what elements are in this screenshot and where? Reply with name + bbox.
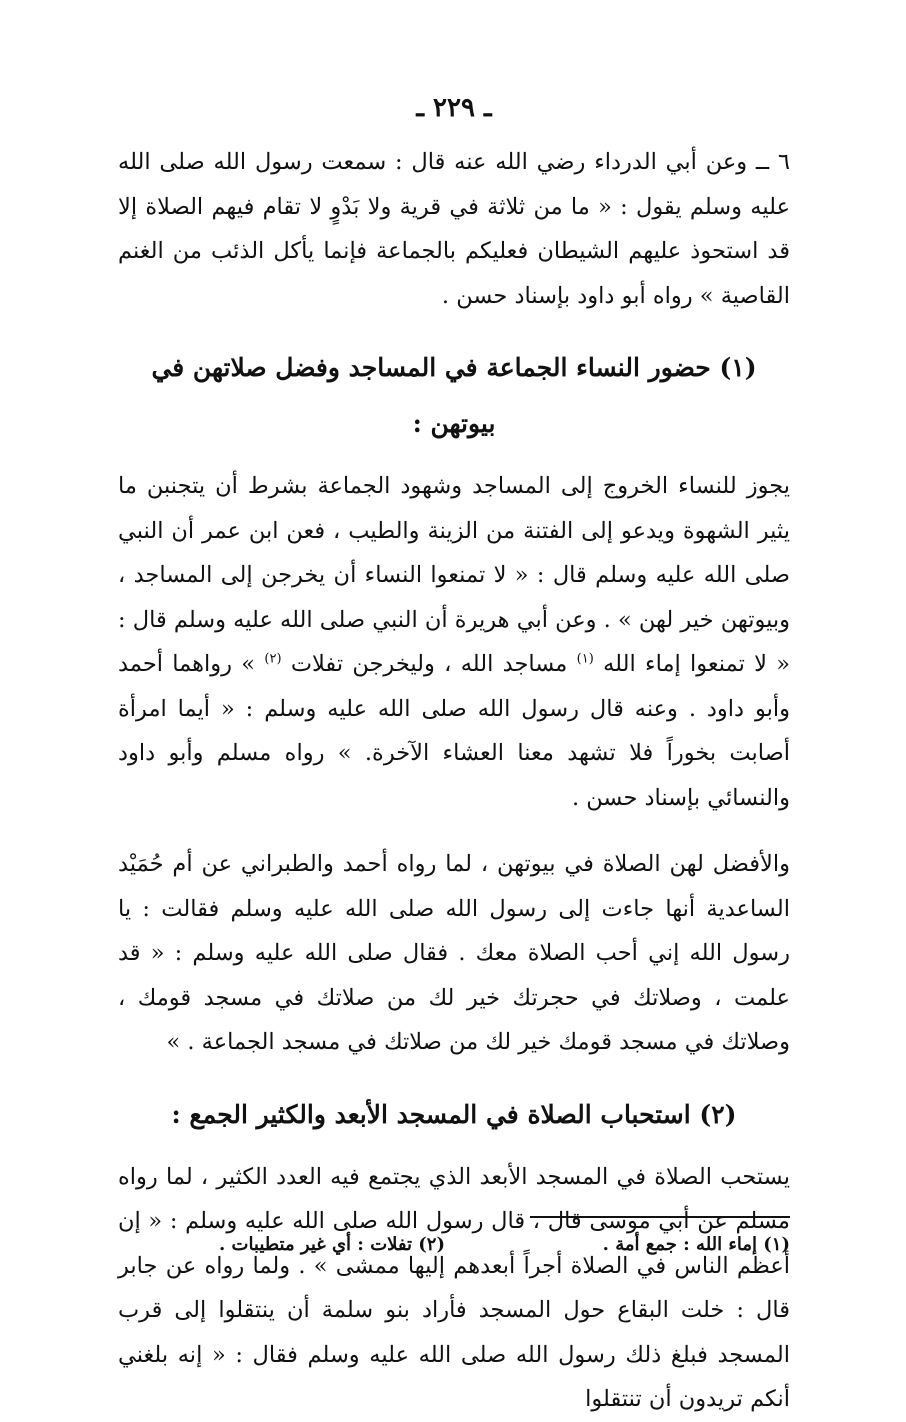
section-heading-1: (١) حضور النساء الجماعة في المساجد وفضل صلاتهن في بيوتهن : xyxy=(151,353,757,438)
footnote-divider xyxy=(530,1216,790,1218)
paragraph-hadith-6: ٦ ــ وعن أبي الدرداء رضي الله عنه قال : سمعت رسول الله صلى الله عليه وسلم يقول : « ما من ثلاثة في قرية ولا بَدْوٍ لا تقام فيهم الصلاة إلا قد استحوذ عليهم الشيطان فعليكم بالجماعة فإنما يأكل الذئب من الغنم القاصية » رواه أبو داود بإسناد حسن . xyxy=(118,149,790,309)
footnote-ref-2[interactable]: (٢) xyxy=(264,651,282,667)
paragraph-women-mosques xyxy=(118,464,790,820)
paragraph-prayer-at-home: والأفضل لهن الصلاة في بيوتهن ، لما رواه أحمد والطبراني عن أم حُمَيْد الساعدية أنها جاءت إلى رسول الله صلى الله عليه وسلم فقالت : يا رسول الله إني أحب الصلاة معك . فقال صلى الله عليه وسلم : « قد علمت ، وصلاتك في حجرتك خير لك من صلاتك في مسجد قومك ، وصلاتك في مسجد قومك خير لك من صلاتك في مسجد الجماعة . » xyxy=(118,851,790,1055)
page-number: ـ ٢٢٩ ـ xyxy=(416,93,492,123)
paragraph-text-part-c: » رواهما أحمد وأبو داود . وعنه قال رسول الله صلى الله عليه وسلم : « أيما امرأة أصابت بخوراً فلا تشهد معنا العشاء الآخرة. » رواه مسلم وأبو داود والنسائي بإسناد حسن . xyxy=(118,651,790,811)
paragraph-text-part-b: مساجد الله ، وليخرجن تفلات xyxy=(290,651,568,677)
footnotes xyxy=(118,1234,790,1270)
footnote-2: (٢) تفلات : أي غير متطيبات . xyxy=(218,1234,445,1255)
footnote-ref-1[interactable]: (١) xyxy=(576,651,594,667)
paragraph-text-part-a: يجوز للنساء الخروج إلى المساجد وشهود الجماعة بشرط أن يتجنبن ما يثير الشهوة ويدعو إلى الفتنة من الزينة والطيب ، فعن ابن عمر أن النبي صلى الله عليه وسلم قال : « لا تمنعوا النساء أن يخرجن إلى المساجد ، وبيوتهن خير لهن » . وعن أبي هريرة أن النبي صلى الله عليه وسلم قال : « لا تمنعوا إماء الله xyxy=(118,473,791,677)
paragraph-distant-mosque: يستحب الصلاة في المسجد الأبعد الذي يجتمع فيه العدد الكثير ، لما رواه مسلم عن أبي موسى قال ، قال رسول الله صلى الله عليه وسلم : « إن أعظم الناس في الصلاة أجراً أبعدهم إليها ممشى » . ولما رواه عن جابر قال : خلت البقاع حول المسجد فأراد بنو سلمة أن ينتقلوا إلى قرب المسجد فبلغ ذلك رسول الله صلى الله عليه وسلم فقال : « إنه بلغني أنكم تريدون أن تنتقلوا xyxy=(118,1163,790,1412)
section-heading-2: (٢) استحباب الصلاة في المسجد الأبعد والكثير الجمع : xyxy=(171,1099,737,1129)
footnote-1: (١) إماء الله : جمع أمة . xyxy=(602,1234,790,1255)
page-body xyxy=(118,88,790,1422)
